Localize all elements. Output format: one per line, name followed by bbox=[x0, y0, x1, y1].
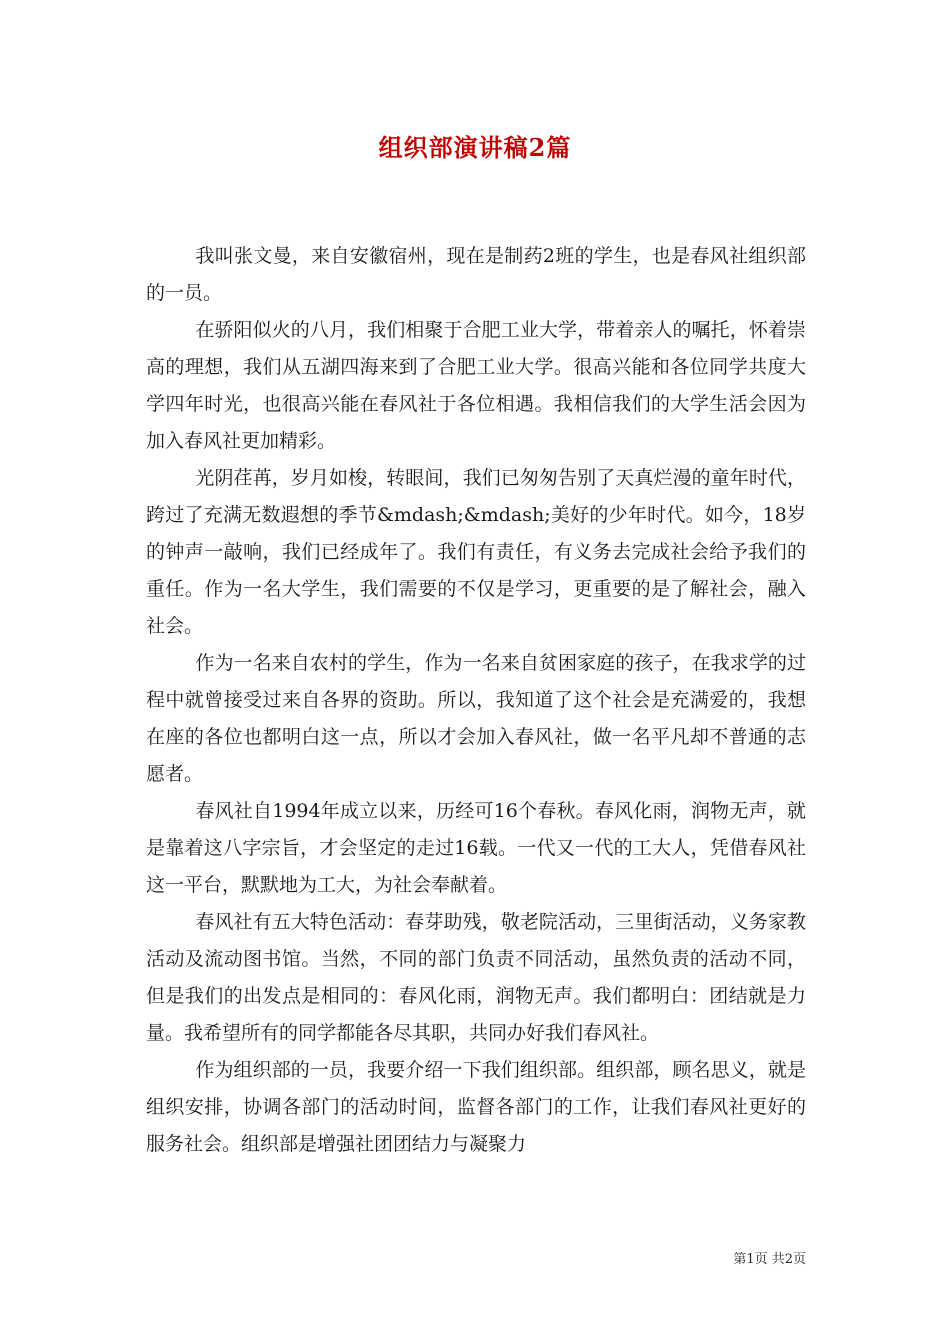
page-number-footer: 第1页 共2页 bbox=[733, 1252, 806, 1267]
document-body bbox=[146, 238, 806, 1163]
paragraph: 作为一名来自农村的学生，作为一名来自贫困家庭的孩子，在我求学的过程中就曾接受过来自各界的资助。所以，我知道了这个社会是充满爱的，我想在座的各位也都明白这一点，所以才会加入春风社，做一名平凡却不普通的志愿者。 bbox=[146, 652, 806, 785]
paragraph: 光阴荏苒，岁月如梭，转眼间，我们已匆匆告别了天真烂漫的童年时代，跨过了充满无数遐想的季节&mdash;&mdash;美好的少年时代。如今，18岁的钟声一敲响，我们已经成年了。我们有责任，有义务去完成社会给予我们的重任。作为一名大学生，我们需要的不仅是学习，更重要的是了解社会，融入社会。 bbox=[146, 467, 806, 637]
paragraph: 在骄阳似火的八月，我们相聚于合肥工业大学，带着亲人的嘱托，怀着崇高的理想，我们从五湖四海来到了合肥工业大学。很高兴能和各位同学共度大学四年时光，也很高兴能在春风社于各位相遇。我相信我们的大学生活会因为加入春风社更加精彩。 bbox=[146, 319, 806, 452]
paragraph: 春风社有五大特色活动：春芽助残，敬老院活动，三里街活动，义务家教活动及流动图书馆。当然，不同的部门负责不同活动，虽然负责的活动不同，但是我们的出发点是相同的：春风化雨，润物无声。我们都明白：团结就是力量。我希望所有的同学都能各尽其职，共同办好我们春风社。 bbox=[146, 911, 806, 1044]
document-title: 组织部演讲稿2篇 bbox=[378, 133, 572, 162]
paragraph: 春风社自1994年成立以来，历经可16个春秋。春风化雨，润物无声，就是靠着这八字宗旨，才会坚定的走过16载。一代又一代的工大人，凭借春风社这一平台，默默地为工大，为社会奉献着。 bbox=[146, 800, 806, 896]
paragraph: 作为组织部的一员，我要介绍一下我们组织部。组织部，顾名思义，就是组织安排，协调各部门的活动时间，监督各部门的工作，让我们春风社更好的服务社会。组织部是增强社团团结力与凝聚力 bbox=[146, 1059, 806, 1155]
paragraph: 我叫张文曼，来自安徽宿州，现在是制药2班的学生，也是春风社组织部的一员。 bbox=[146, 245, 806, 304]
